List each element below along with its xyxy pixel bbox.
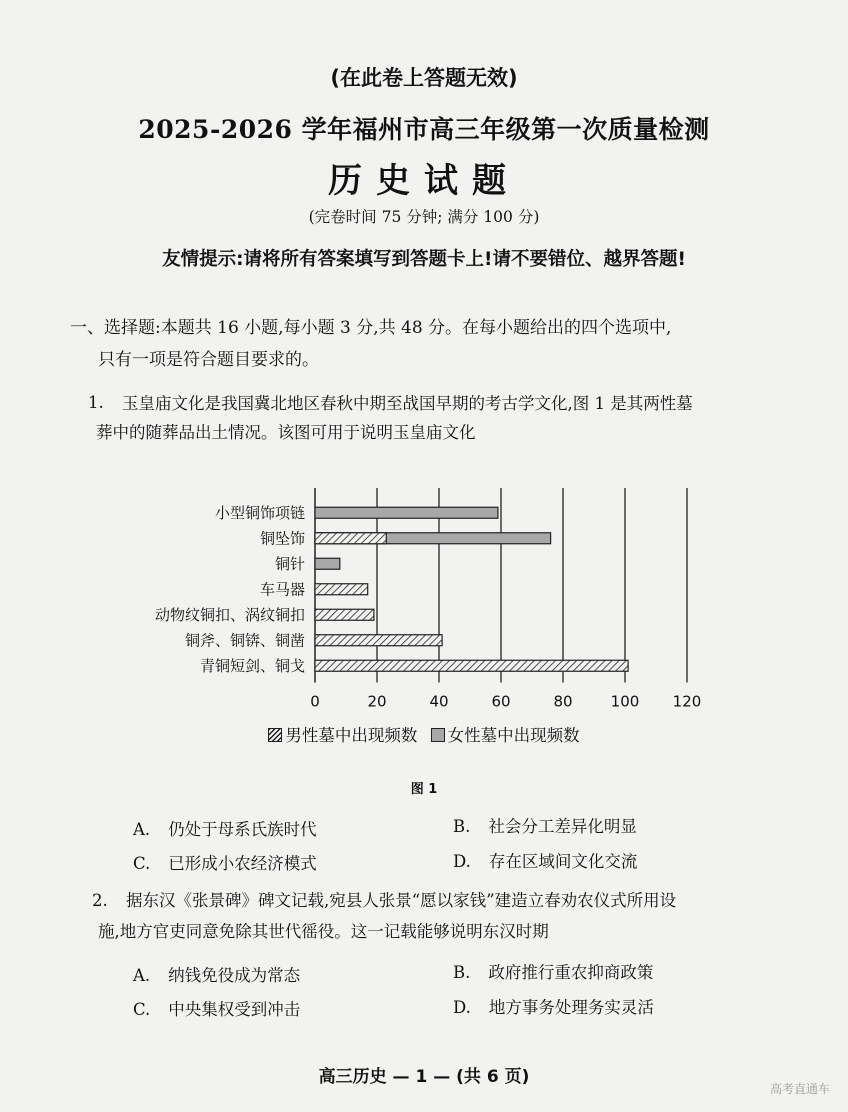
- q2-option-d-text: 地方事务处理务实灵活: [488, 998, 654, 1017]
- time-info: (完卷时间 75 分钟; 满分 100 分): [308, 208, 540, 226]
- q2-option-d: [453, 994, 654, 1018]
- q2-stem-line-1: 据东汉《张景碑》碑文记载,宛县人张景“愿以家钱”建造立春劝农仪式所用设: [126, 891, 677, 910]
- q2-option-a: [133, 962, 300, 986]
- invalid-answer-notice: (在此卷上答题无效): [330, 66, 518, 90]
- q1-number: 1.: [88, 393, 104, 412]
- page-footer: 高三历史 — 1 — (共 6 页): [318, 1067, 530, 1087]
- category-label: 小型铜饰项链: [214, 503, 305, 522]
- legend-male-swatch: [268, 728, 282, 742]
- exam-title: 2025-2026 学年福州市高三年级第一次质量检测: [138, 115, 710, 144]
- legend-male-label: 男性墓中出现频数: [285, 726, 418, 745]
- q1-option-c: [133, 850, 317, 874]
- legend-female-label: 女性墓中出现频数: [447, 726, 580, 745]
- friendly-tip: 友情提示:请将所有答案填写到答题卡上!请不要错位、越界答题!: [162, 249, 686, 270]
- q1-option-b: [453, 813, 637, 837]
- q1-option-c-text: 已形成小农经济模式: [168, 854, 317, 873]
- category-label: 车马器: [259, 580, 305, 599]
- x-tick-label-20: 20: [367, 692, 387, 710]
- q2-option-b-letter: B.: [453, 963, 471, 982]
- bar-male: [315, 635, 442, 646]
- x-tick-label-60: 60: [491, 692, 511, 710]
- q2-option-c-text: 中央集权受到冲击: [168, 1000, 301, 1019]
- x-tick-label-0: 0: [310, 692, 320, 710]
- category-label: 铜针: [274, 554, 305, 573]
- q2-stem-line-2: 施,地方官吏同意免除其世代徭役。这一记载能够说明东汉时期: [98, 922, 549, 941]
- q2-option-b: [453, 959, 653, 983]
- q1-option-b-text: 社会分工差异化明显: [488, 817, 637, 836]
- q2-option-d-letter: D.: [453, 998, 471, 1017]
- q1-option-a: [133, 816, 317, 840]
- category-label: 铜斧、铜锛、铜凿: [184, 631, 305, 650]
- section-heading: [70, 312, 790, 376]
- figure-1-bar-chart: [0, 480, 848, 710]
- category-label: 青铜短剑、铜戈: [199, 656, 305, 675]
- q2-stem: [98, 885, 806, 947]
- q2-option-a-text: 纳钱免役成为常态: [168, 966, 301, 985]
- x-tick-label-80: 80: [553, 692, 573, 710]
- q1-option-a-text: 仍处于母系氏族时代: [168, 820, 317, 839]
- bar-male: [315, 609, 374, 620]
- watermark: 高考直通车: [770, 1082, 831, 1096]
- category-label: 动物纹铜扣、涡纹铜扣: [154, 605, 305, 624]
- x-tick-label-100: 100: [610, 692, 640, 710]
- bar-female: [315, 558, 340, 569]
- q2-option-c-letter: C.: [133, 1000, 151, 1019]
- q1-option-b-letter: B.: [453, 817, 471, 836]
- figure-caption: 图 1: [410, 782, 438, 797]
- chart-legend: [0, 722, 848, 746]
- q2-option-b-text: 政府推行重农抑商政策: [488, 963, 654, 982]
- x-tick-label-120: 120: [672, 692, 702, 710]
- section-line-2: 只有一项是符合题目要求的。: [98, 350, 319, 370]
- bar-male: [315, 533, 386, 544]
- q2-option-a-letter: A.: [133, 966, 151, 985]
- bar-male: [315, 584, 368, 595]
- q1-option-c-letter: C.: [133, 854, 151, 873]
- section-line-1: 一、选择题:本题共 16 小题,每小题 3 分,共 48 分。在每小题给出的四个选项中,: [70, 318, 672, 338]
- bar-male: [315, 660, 628, 671]
- legend-female-swatch: [431, 728, 445, 742]
- x-tick-label-40: 40: [429, 692, 449, 710]
- q1-option-a-letter: A.: [133, 820, 151, 839]
- q1-stem: [96, 389, 802, 447]
- subject-title: 历史试题: [328, 161, 520, 201]
- q2-option-c: [133, 996, 300, 1020]
- q2-number: 2.: [92, 891, 108, 910]
- q1-option-d-letter: D.: [453, 852, 471, 871]
- q1-stem-line-2: 葬中的随葬品出土情况。该图可用于说明玉皇庙文化: [96, 423, 476, 442]
- q1-stem-line-1: 玉皇庙文化是我国冀北地区春秋中期至战国早期的考古学文化,图 1 是其两性墓: [122, 394, 693, 413]
- bar-female: [315, 507, 498, 518]
- category-label: 铜坠饰: [259, 529, 305, 548]
- q1-option-d-text: 存在区域间文化交流: [488, 852, 638, 871]
- q1-option-d: [453, 848, 637, 872]
